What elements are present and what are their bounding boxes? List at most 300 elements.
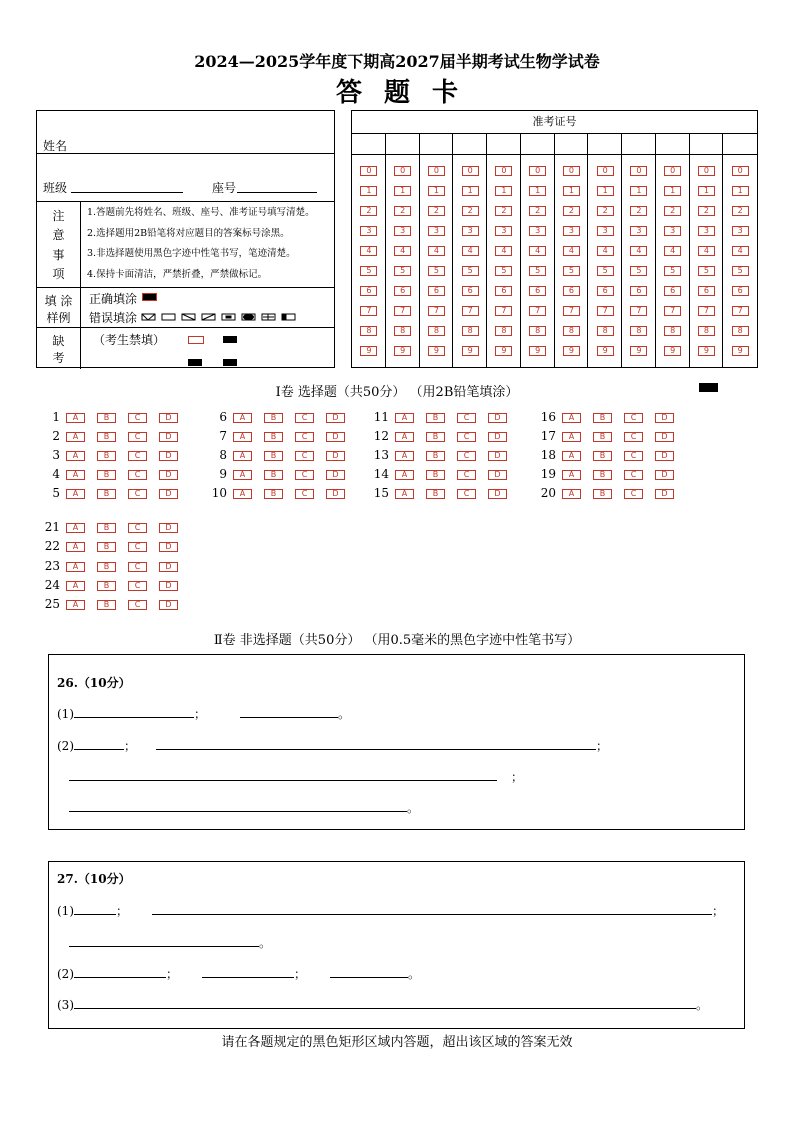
exam-digit-bubble[interactable]: 8: [664, 326, 681, 336]
exam-digit-bubble[interactable]: 6: [495, 286, 512, 296]
exam-digit-bubble[interactable]: 5: [394, 266, 411, 276]
exam-digit-bubble[interactable]: 9: [664, 346, 681, 356]
option-bubble[interactable]: C: [128, 451, 147, 461]
exam-digit-bubble[interactable]: 4: [529, 246, 546, 256]
exam-digit-bubble[interactable]: 6: [664, 286, 681, 296]
exam-digit-bubble[interactable]: 0: [495, 166, 512, 176]
option-bubble[interactable]: D: [326, 432, 345, 442]
option-bubble[interactable]: C: [295, 432, 314, 442]
exam-digit-bubble[interactable]: 9: [563, 346, 580, 356]
option-bubble[interactable]: B: [426, 451, 445, 461]
exam-digit-bubble[interactable]: 6: [462, 286, 479, 296]
exam-number-write-cell[interactable]: [420, 133, 453, 155]
option-bubble[interactable]: B: [97, 470, 116, 480]
exam-digit-bubble[interactable]: 3: [529, 226, 546, 236]
option-bubble[interactable]: D: [488, 432, 507, 442]
exam-digit-bubble[interactable]: 0: [529, 166, 546, 176]
exam-digit-bubble[interactable]: 0: [563, 166, 580, 176]
exam-digit-bubble[interactable]: 5: [462, 266, 479, 276]
answer-blank[interactable]: [69, 768, 497, 781]
exam-digit-bubble[interactable]: 2: [394, 206, 411, 216]
option-bubble[interactable]: B: [97, 413, 116, 423]
exam-digit-bubble[interactable]: 8: [394, 326, 411, 336]
exam-digit-bubble[interactable]: 7: [732, 306, 749, 316]
name-label: 姓名: [43, 139, 68, 153]
answer-blank[interactable]: [156, 737, 596, 750]
option-bubble[interactable]: C: [457, 413, 476, 423]
exam-digit-bubble[interactable]: 2: [428, 206, 445, 216]
choice-question: [532, 449, 686, 462]
exam-digit-bubble[interactable]: 1: [529, 186, 546, 196]
question-number: 19: [540, 467, 556, 481]
option-bubble[interactable]: C: [128, 562, 147, 572]
exam-digit-bubble[interactable]: 8: [529, 326, 546, 336]
notes-label: [37, 202, 81, 287]
exam-number-write-cell[interactable]: [453, 133, 486, 155]
exam-digit-bubble[interactable]: 6: [563, 286, 580, 296]
exam-digit-bubble[interactable]: 7: [597, 306, 614, 316]
option-bubble[interactable]: C: [128, 413, 147, 423]
seat-field[interactable]: [237, 179, 317, 193]
q27-part-2-label: (2): [57, 967, 74, 981]
option-bubble[interactable]: A: [66, 562, 85, 572]
exam-digit-bubble[interactable]: 5: [495, 266, 512, 276]
exam-digit-bubble[interactable]: 3: [698, 226, 715, 236]
option-bubble[interactable]: B: [426, 470, 445, 480]
exam-number-write-cell[interactable]: [723, 133, 757, 155]
exam-digit-bubble[interactable]: 3: [630, 226, 647, 236]
exam-digit-bubble[interactable]: 1: [732, 186, 749, 196]
answer-blank[interactable]: [69, 934, 259, 947]
exam-digit-bubble[interactable]: 1: [428, 186, 445, 196]
section2-title: Ⅱ卷 非选择题（共50分） （用0.5毫米的黑色字迹中性笔书写）: [213, 633, 581, 648]
exam-digit-bubble[interactable]: 1: [563, 186, 580, 196]
exam-digit-bubble[interactable]: 0: [428, 166, 445, 176]
option-bubble[interactable]: C: [128, 600, 147, 610]
exam-digit-bubble[interactable]: 2: [462, 206, 479, 216]
absent-mark: [223, 359, 237, 366]
exam-digit-bubble[interactable]: 8: [597, 326, 614, 336]
option-bubble[interactable]: A: [66, 489, 85, 499]
option-bubble[interactable]: D: [326, 489, 345, 499]
option-bubble[interactable]: B: [426, 413, 445, 423]
student-info-box: [36, 110, 335, 368]
question-number: 9: [219, 467, 227, 481]
exam-digit-bubble[interactable]: 8: [732, 326, 749, 336]
exam-digit-bubble[interactable]: 4: [394, 246, 411, 256]
option-bubble[interactable]: A: [562, 489, 581, 499]
exam-digit-bubble[interactable]: 4: [563, 246, 580, 256]
option-bubble[interactable]: D: [159, 470, 178, 480]
option-bubble[interactable]: A: [66, 470, 85, 480]
exam-digit-bubble[interactable]: 5: [563, 266, 580, 276]
exam-digit-bubble[interactable]: 2: [698, 206, 715, 216]
exam-number-column: [690, 133, 724, 367]
option-bubble[interactable]: C: [128, 470, 147, 480]
exam-digit-bubble[interactable]: 3: [462, 226, 479, 236]
exam-digit-bubble[interactable]: 0: [732, 166, 749, 176]
exam-digit-bubble[interactable]: 2: [597, 206, 614, 216]
absent-bubble[interactable]: [188, 336, 204, 344]
option-bubble[interactable]: C: [457, 432, 476, 442]
note-item: 4.保持卡面清洁，严禁折叠，严禁做标记。: [87, 268, 268, 280]
exam-digit-bubble[interactable]: 9: [360, 346, 377, 356]
option-bubble[interactable]: B: [593, 432, 612, 442]
answer-box-27: [48, 861, 745, 1029]
exam-digit-bubble[interactable]: 4: [732, 246, 749, 256]
exam-digit-bubble[interactable]: 4: [698, 246, 715, 256]
option-bubble[interactable]: A: [233, 470, 252, 480]
exam-digit-bubble[interactable]: 4: [630, 246, 647, 256]
exam-digit-bubble[interactable]: 8: [495, 326, 512, 336]
question-number: 5: [52, 486, 60, 500]
exam-digit-bubble[interactable]: 2: [732, 206, 749, 216]
exam-digit-bubble[interactable]: 5: [664, 266, 681, 276]
exam-digit-bubble[interactable]: 7: [428, 306, 445, 316]
option-bubble[interactable]: A: [66, 413, 85, 423]
exam-digit-bubble[interactable]: 3: [394, 226, 411, 236]
absent-note: （考生禁填）: [93, 333, 166, 347]
exam-number-write-cell[interactable]: [487, 133, 520, 155]
q26-line-4: 。: [69, 799, 419, 816]
exam-digit-bubble[interactable]: 6: [732, 286, 749, 296]
option-bubble[interactable]: B: [97, 451, 116, 461]
exam-digit-bubble[interactable]: 5: [597, 266, 614, 276]
exam-digit-bubble[interactable]: 9: [529, 346, 546, 356]
option-bubble[interactable]: A: [562, 451, 581, 461]
exam-digit-bubble[interactable]: 3: [495, 226, 512, 236]
option-bubble[interactable]: D: [655, 432, 674, 442]
exam-digit-bubble[interactable]: 3: [428, 226, 445, 236]
exam-digit-bubble[interactable]: 1: [360, 186, 377, 196]
question-number: 17: [540, 429, 556, 443]
choice-question: [36, 540, 190, 553]
exam-digit-bubble[interactable]: 9: [698, 346, 715, 356]
option-bubble[interactable]: A: [233, 451, 252, 461]
option-bubble[interactable]: D: [655, 470, 674, 480]
exam-number-write-cell[interactable]: [656, 133, 689, 155]
option-bubble[interactable]: C: [128, 523, 147, 533]
exam-digit-bubble[interactable]: 7: [394, 306, 411, 316]
exam-digit-bubble[interactable]: 9: [495, 346, 512, 356]
option-bubble[interactable]: D: [159, 413, 178, 423]
exam-digit-bubble[interactable]: 8: [360, 326, 377, 336]
answer-blank[interactable]: [74, 996, 696, 1009]
choice-question: [365, 430, 519, 443]
exam-digit-bubble[interactable]: 2: [360, 206, 377, 216]
option-bubble[interactable]: C: [128, 542, 147, 552]
question-number: 25: [44, 597, 60, 611]
exam-digit-bubble[interactable]: 7: [698, 306, 715, 316]
exam-number-column: [352, 133, 386, 367]
exam-digit-bubble[interactable]: 6: [360, 286, 377, 296]
question-number: 16: [540, 410, 556, 424]
answer-blank[interactable]: [152, 902, 712, 915]
option-bubble[interactable]: B: [593, 470, 612, 480]
option-bubble[interactable]: A: [66, 600, 85, 610]
option-bubble[interactable]: D: [488, 413, 507, 423]
choice-question: [532, 430, 686, 443]
exam-digit-bubble[interactable]: 3: [360, 226, 377, 236]
exam-digit-bubble[interactable]: 0: [394, 166, 411, 176]
exam-number-write-cell[interactable]: [521, 133, 554, 155]
question-number: 1: [52, 410, 60, 424]
exam-digit-bubble[interactable]: 7: [462, 306, 479, 316]
exam-digit-bubble[interactable]: 4: [462, 246, 479, 256]
exam-digit-bubble[interactable]: 8: [428, 326, 445, 336]
option-bubble[interactable]: B: [264, 489, 283, 499]
option-bubble[interactable]: A: [233, 432, 252, 442]
exam-digit-bubble[interactable]: 5: [360, 266, 377, 276]
class-row: [37, 154, 334, 202]
option-bubble[interactable]: A: [395, 432, 414, 442]
option-bubble[interactable]: D: [159, 542, 178, 552]
choice-question: [36, 560, 190, 573]
exam-number-write-cell[interactable]: [386, 133, 419, 155]
class-label: 班级: [43, 181, 68, 195]
exam-digit-bubble[interactable]: 8: [563, 326, 580, 336]
option-bubble[interactable]: B: [593, 489, 612, 499]
question-number: 24: [44, 578, 60, 592]
answer-blank[interactable]: [74, 965, 166, 978]
exam-digit-bubble[interactable]: 6: [698, 286, 715, 296]
exam-digit-bubble[interactable]: 5: [529, 266, 546, 276]
exam-digit-bubble[interactable]: 7: [495, 306, 512, 316]
option-bubble[interactable]: C: [624, 413, 643, 423]
exam-digit-bubble[interactable]: 6: [428, 286, 445, 296]
option-bubble[interactable]: B: [593, 413, 612, 423]
option-bubble[interactable]: A: [395, 451, 414, 461]
option-bubble[interactable]: C: [624, 489, 643, 499]
exam-number-write-cell[interactable]: [622, 133, 655, 155]
option-bubble[interactable]: D: [326, 470, 345, 480]
exam-digit-bubble[interactable]: 3: [597, 226, 614, 236]
question-number: 2: [52, 429, 60, 443]
option-bubble[interactable]: C: [457, 489, 476, 499]
exam-digit-bubble[interactable]: 9: [630, 346, 647, 356]
option-bubble[interactable]: D: [159, 523, 178, 533]
exam-digit-bubble[interactable]: 8: [698, 326, 715, 336]
question-number: 14: [373, 467, 389, 481]
option-bubble[interactable]: B: [426, 489, 445, 499]
exam-digit-bubble[interactable]: 2: [630, 206, 647, 216]
answer-blank[interactable]: [330, 965, 408, 978]
exam-digit-bubble[interactable]: 0: [664, 166, 681, 176]
option-bubble[interactable]: D: [159, 489, 178, 499]
option-bubble[interactable]: D: [655, 413, 674, 423]
option-bubble[interactable]: B: [97, 523, 116, 533]
option-bubble[interactable]: D: [326, 413, 345, 423]
option-bubble[interactable]: D: [159, 451, 178, 461]
exam-digit-bubble[interactable]: 0: [462, 166, 479, 176]
answer-blank[interactable]: [74, 705, 194, 718]
question-number: 13: [373, 448, 389, 462]
answer-blank[interactable]: [69, 799, 407, 812]
notes-label-char: 意: [52, 228, 65, 243]
exam-digit-bubble[interactable]: 2: [664, 206, 681, 216]
exam-digit-bubble[interactable]: 1: [664, 186, 681, 196]
option-bubble[interactable]: C: [295, 489, 314, 499]
page-title: 2024—2025学年度下期高2027届半期考试生物学试卷: [194, 52, 600, 71]
exam-digit-bubble[interactable]: 6: [630, 286, 647, 296]
question-number: 15: [373, 486, 389, 500]
option-bubble[interactable]: B: [264, 470, 283, 480]
option-bubble[interactable]: B: [264, 413, 283, 423]
exam-digit-bubble[interactable]: 0: [630, 166, 647, 176]
exam-digit-bubble[interactable]: 4: [495, 246, 512, 256]
choice-question: [532, 487, 686, 500]
option-bubble[interactable]: B: [97, 432, 116, 442]
exam-digit-bubble[interactable]: 3: [563, 226, 580, 236]
option-bubble[interactable]: B: [264, 451, 283, 461]
option-bubble[interactable]: A: [233, 413, 252, 423]
q27-line-3: (2) ； ； 。: [57, 967, 421, 981]
q26-part-1-label: (1): [57, 707, 74, 721]
option-bubble[interactable]: D: [488, 489, 507, 499]
option-bubble[interactable]: C: [624, 432, 643, 442]
exam-digit-bubble[interactable]: 4: [597, 246, 614, 256]
notes-label-char: 事: [52, 247, 65, 262]
option-bubble[interactable]: A: [66, 542, 85, 552]
exam-digit-bubble[interactable]: 0: [597, 166, 614, 176]
option-bubble[interactable]: D: [159, 581, 178, 591]
option-bubble[interactable]: B: [426, 432, 445, 442]
option-bubble[interactable]: C: [624, 470, 643, 480]
exam-number-box: [351, 110, 758, 368]
exam-digit-bubble[interactable]: 2: [495, 206, 512, 216]
option-bubble[interactable]: A: [562, 470, 581, 480]
exam-digit-bubble[interactable]: 5: [732, 266, 749, 276]
exam-digit-bubble[interactable]: 7: [630, 306, 647, 316]
option-bubble[interactable]: A: [66, 523, 85, 533]
q27-line-1: (1) ； ；: [57, 904, 725, 918]
exam-digit-bubble[interactable]: 6: [597, 286, 614, 296]
option-bubble[interactable]: D: [159, 600, 178, 610]
question-number: 18: [540, 448, 556, 462]
option-bubble[interactable]: B: [264, 432, 283, 442]
exam-number-write-cell[interactable]: [588, 133, 621, 155]
exam-digit-bubble[interactable]: 7: [529, 306, 546, 316]
option-bubble[interactable]: C: [295, 451, 314, 461]
exam-digit-bubble[interactable]: 6: [394, 286, 411, 296]
exam-digit-bubble[interactable]: 9: [597, 346, 614, 356]
exam-digit-bubble[interactable]: 9: [732, 346, 749, 356]
exam-digit-bubble[interactable]: 4: [428, 246, 445, 256]
exam-digit-bubble[interactable]: 6: [529, 286, 546, 296]
exam-digit-bubble[interactable]: 5: [428, 266, 445, 276]
option-bubble[interactable]: B: [97, 600, 116, 610]
exam-number-write-cell[interactable]: [352, 133, 385, 155]
exam-digit-bubble[interactable]: 1: [462, 186, 479, 196]
option-bubble[interactable]: C: [128, 432, 147, 442]
exam-digit-bubble[interactable]: 8: [630, 326, 647, 336]
exam-digit-bubble[interactable]: 3: [732, 226, 749, 236]
option-bubble[interactable]: A: [66, 451, 85, 461]
exam-digit-bubble[interactable]: 2: [563, 206, 580, 216]
fill-example-row: [37, 288, 334, 328]
exam-digit-bubble[interactable]: 9: [428, 346, 445, 356]
exam-digit-bubble[interactable]: 9: [394, 346, 411, 356]
option-bubble[interactable]: D: [159, 432, 178, 442]
option-bubble[interactable]: A: [66, 432, 85, 442]
option-bubble[interactable]: C: [128, 581, 147, 591]
choice-question: [203, 411, 357, 424]
exam-number-column: [386, 133, 420, 367]
choice-question: [365, 468, 519, 481]
option-bubble[interactable]: A: [395, 470, 414, 480]
option-bubble[interactable]: B: [593, 451, 612, 461]
option-bubble[interactable]: A: [562, 432, 581, 442]
exam-number-write-cell[interactable]: [690, 133, 723, 155]
option-bubble[interactable]: D: [655, 451, 674, 461]
exam-digit-bubble[interactable]: 1: [698, 186, 715, 196]
exam-digit-bubble[interactable]: 4: [360, 246, 377, 256]
exam-digit-bubble[interactable]: 1: [495, 186, 512, 196]
option-bubble[interactable]: C: [295, 470, 314, 480]
exam-digit-bubble[interactable]: 3: [664, 226, 681, 236]
exam-digit-bubble[interactable]: 1: [630, 186, 647, 196]
exam-number-column: [588, 133, 622, 367]
option-bubble[interactable]: B: [97, 562, 116, 572]
option-bubble[interactable]: C: [624, 451, 643, 461]
exam-digit-bubble[interactable]: 2: [529, 206, 546, 216]
exam-digit-bubble[interactable]: 8: [462, 326, 479, 336]
card-title: 答题卡: [335, 78, 480, 108]
answer-blank[interactable]: [202, 965, 294, 978]
exam-digit-bubble[interactable]: 0: [698, 166, 715, 176]
choice-question: [36, 430, 190, 443]
answer-blank[interactable]: [74, 902, 116, 915]
option-bubble[interactable]: A: [562, 413, 581, 423]
exam-digit-bubble[interactable]: 5: [630, 266, 647, 276]
exam-digit-bubble[interactable]: 9: [462, 346, 479, 356]
exam-digit-bubble[interactable]: 7: [563, 306, 580, 316]
choice-question: [365, 449, 519, 462]
exam-digit-bubble[interactable]: 0: [360, 166, 377, 176]
option-bubble[interactable]: A: [395, 413, 414, 423]
exam-digit-bubble[interactable]: 7: [360, 306, 377, 316]
option-bubble[interactable]: D: [655, 489, 674, 499]
fill-label-line: 填 涂: [44, 294, 73, 308]
option-bubble[interactable]: D: [159, 562, 178, 572]
fill-example-label: [37, 288, 81, 327]
option-bubble[interactable]: A: [66, 581, 85, 591]
option-bubble[interactable]: B: [97, 581, 116, 591]
option-bubble[interactable]: D: [326, 451, 345, 461]
option-bubble[interactable]: A: [395, 489, 414, 499]
question-number: 10: [211, 486, 227, 500]
answer-blank[interactable]: [74, 737, 124, 750]
option-bubble[interactable]: D: [488, 470, 507, 480]
option-bubble[interactable]: B: [97, 542, 116, 552]
class-field[interactable]: [71, 179, 183, 193]
option-bubble[interactable]: B: [97, 489, 116, 499]
answer-blank[interactable]: [240, 705, 338, 718]
exam-digit-bubble[interactable]: 4: [664, 246, 681, 256]
exam-digit-bubble[interactable]: 1: [394, 186, 411, 196]
question-number: 12: [373, 429, 389, 443]
exam-number-write-cell[interactable]: [555, 133, 588, 155]
option-bubble[interactable]: C: [457, 470, 476, 480]
option-bubble[interactable]: C: [128, 489, 147, 499]
exam-digit-bubble[interactable]: 1: [597, 186, 614, 196]
option-bubble[interactable]: C: [457, 451, 476, 461]
option-bubble[interactable]: C: [295, 413, 314, 423]
option-bubble[interactable]: A: [233, 489, 252, 499]
exam-digit-bubble[interactable]: 5: [698, 266, 715, 276]
exam-digit-bubble[interactable]: 7: [664, 306, 681, 316]
option-bubble[interactable]: D: [488, 451, 507, 461]
